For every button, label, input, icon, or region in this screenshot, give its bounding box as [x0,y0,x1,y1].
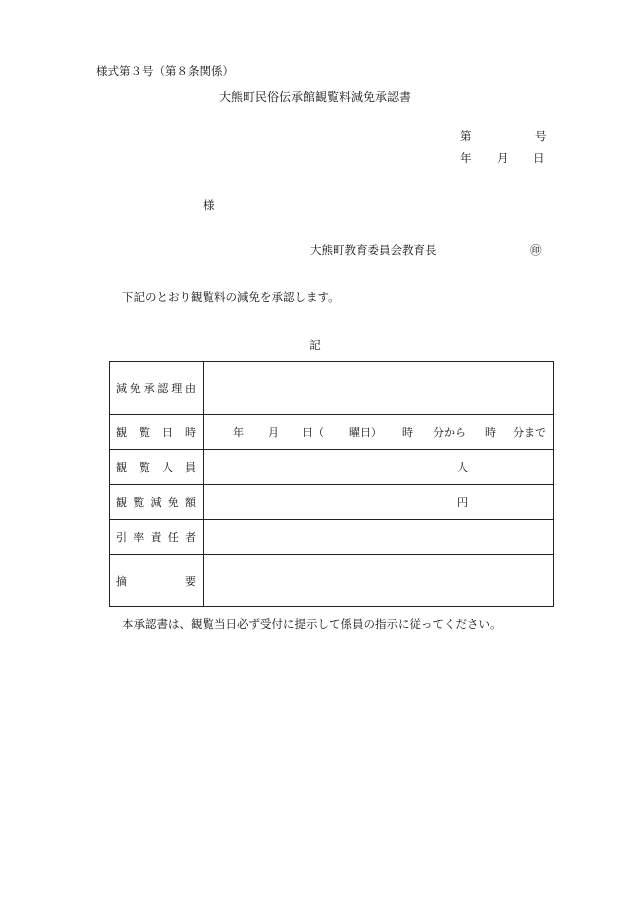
label-supervisor [110,520,204,555]
number-suffix: 号 [535,129,547,143]
addressee-honorific: 様 [203,198,215,212]
exemption-amount-field[interactable] [204,485,554,520]
label-char: 額 [185,496,196,509]
dt-year: 年 [233,426,244,439]
ki-heading: 記 [309,338,321,352]
dt-hour-to: 時 [485,426,496,439]
date-month-label: 月 [497,151,509,165]
label-char: 覧 [133,496,145,509]
label-char: 引 [116,531,127,544]
table-row-remarks [110,555,554,607]
approval-details-table [109,361,554,607]
issuer-name: 大熊町教育委員会教育長 [310,243,437,257]
reason-field[interactable] [204,362,554,415]
label-char: 減 [150,496,162,509]
dt-day-open: 日（ [302,426,324,439]
label-char: 免 [129,382,141,395]
label-char: 認 [157,382,169,395]
label-char: 任 [167,531,179,544]
label-char: 観 [116,496,127,509]
footer-notice: 本承認書は、観覧当日必ず受付に提示して係員の指示に従ってください。 [122,617,502,631]
table-row-exemption-amount [110,485,554,520]
date-year-label: 年 [460,151,472,165]
label-char: 理 [171,382,183,395]
label-char: 日 [162,426,173,439]
label-char: 人 [162,461,173,474]
table-row-datetime [110,415,554,450]
label-char: 由 [184,382,196,395]
yen-unit: 円 [457,496,468,509]
label-visitors [110,450,204,485]
label-exemption-amount [110,485,204,520]
table-row-reason [110,362,554,415]
supervisor-field[interactable] [204,520,554,555]
label-char: 減 [116,382,127,395]
label-char: 責 [150,531,162,544]
date-day-label: 日 [533,151,545,165]
label-char: 時 [185,426,196,439]
label-char: 率 [133,531,145,544]
remarks-field[interactable] [204,555,554,607]
visitors-unit: 人 [457,461,468,474]
approval-statement: 下記のとおり観覧料の減免を承認します。 [122,290,340,304]
label-char: 免 [167,496,179,509]
label-char: 観 [116,461,127,474]
label-reason [110,362,204,415]
label-char: 員 [185,461,196,474]
document-title: 大熊町民俗伝承館観覧料減免承認書 [218,90,411,104]
form-number-label: 様式第３号（第８条関係） [96,64,234,78]
dt-minute-from: 分から [433,426,466,439]
label-char: 要 [185,574,196,588]
seal-mark: ㊞ [530,243,542,257]
label-char: 覧 [139,426,150,439]
label-char: 承 [143,382,155,395]
dt-hour-from: 時 [402,426,413,439]
label-char: 摘 [116,574,127,588]
table-row-visitors [110,450,554,485]
number-prefix: 第 [460,129,472,143]
label-char: 者 [185,531,196,544]
label-char: 覧 [139,461,150,474]
datetime-field[interactable] [204,415,554,450]
visitors-field[interactable] [204,450,554,485]
label-datetime [110,415,204,450]
table-row-supervisor [110,520,554,555]
dt-weekday: 曜日） [349,426,382,439]
dt-minute-to: 分まで [513,426,546,439]
label-remarks [110,555,204,607]
dt-month: 月 [268,426,279,439]
label-char: 観 [116,426,127,439]
